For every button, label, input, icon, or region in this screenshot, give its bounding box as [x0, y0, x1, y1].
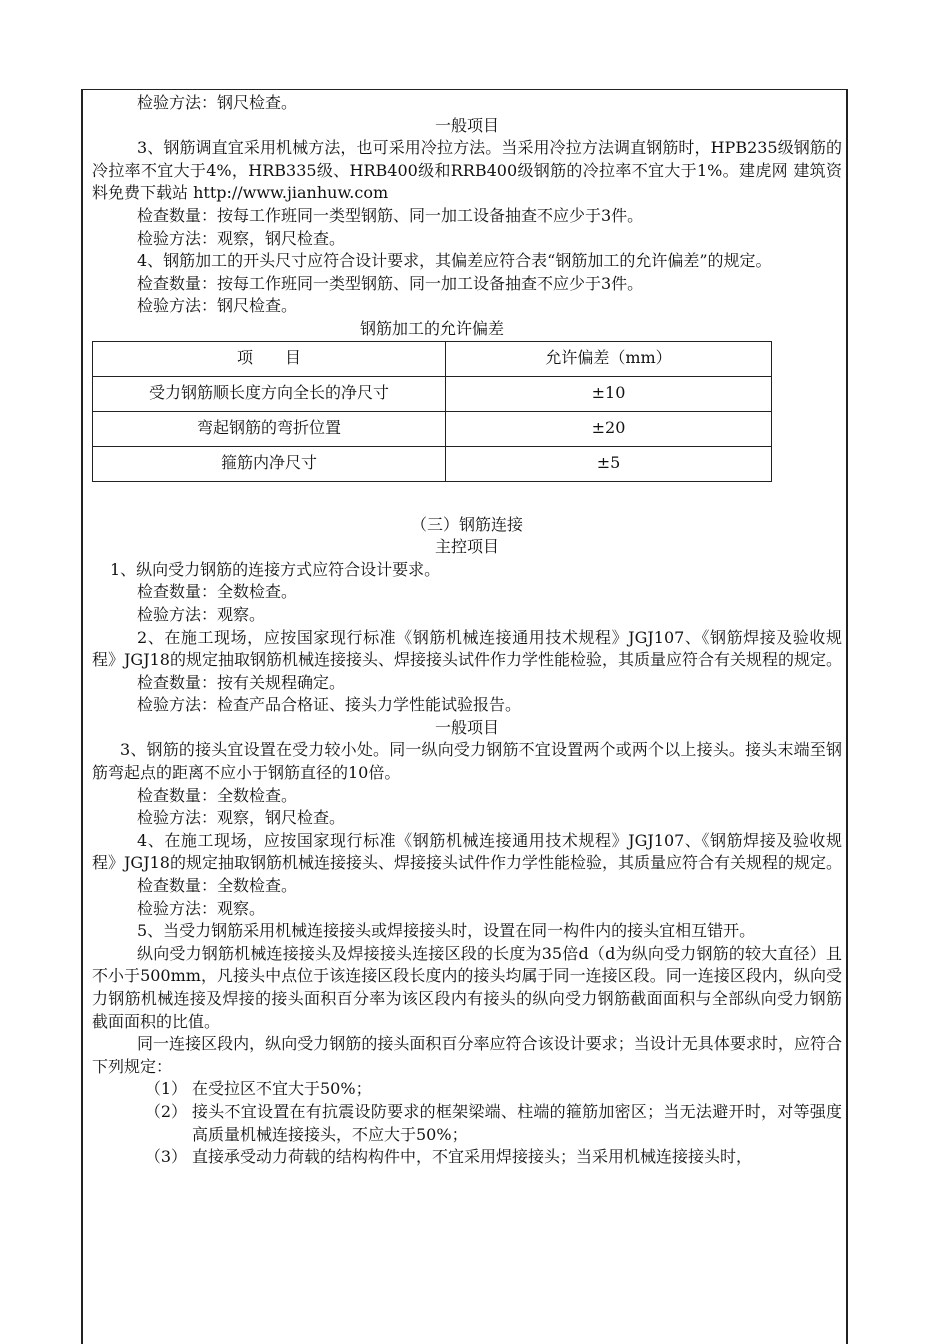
clause-5-staggered-joints: 5、当受力钢筋采用机械连接接头或焊接接头时，设置在同一构件内的接头宜相互错开。: [137, 921, 756, 941]
inspection-quantity: 检查数量：全数检查。: [137, 582, 298, 602]
clause-3-joint-location: 3、钢筋的接头宜设置在受力较小处。同一纵向受力钢筋不宜设置两个或两个以上接头。接头末端至钢筋弯起点的距离不应小于钢筋直径的10倍。: [92, 740, 842, 783]
list-item-text: 在受拉区不宜大于50%；: [192, 1079, 372, 1099]
inspection-method: 检验方法：观察，钢尺检查。: [137, 228, 346, 248]
table-header-tolerance: 允许偏差（mm）: [446, 341, 772, 376]
table-row: [93, 411, 772, 446]
section-heading-general: 一般项目: [434, 115, 499, 135]
tolerance-table: [92, 341, 772, 482]
inspection-quantity: 检查数量：按有关规程确定。: [137, 672, 346, 692]
table-cell-item: 箍筋内净尺寸: [93, 446, 446, 481]
inspection-method: 检验方法：观察。: [137, 604, 266, 624]
inspection-method: 检验方法：检查产品合格证、接头力学性能试验报告。: [137, 695, 522, 715]
inspection-method: 检验方法：钢尺检查。: [137, 296, 298, 316]
table-caption: 钢筋加工的允许偏差: [359, 318, 504, 338]
list-item-number: （1）: [144, 1079, 187, 1099]
inspection-method: 检验方法：钢尺检查。: [137, 93, 298, 112]
list-item-text: 接头不宜设置在有抗震设防要求的框架梁端、柱端的箍筋加密区；当无法避开时，对等强度高质量机械连接接头，不应大于50%；: [192, 1101, 842, 1144]
clause-2-mechanical-testing: 2、在施工现场，应按国家现行标准《钢筋机械连接通用技术规程》JGJ107、《钢筋焊接及验收规程》JGJ18的规定抽取钢筋机械连接接头、焊接接头试件作力学性能检验，其质量应符合有关规程的规定。: [92, 627, 842, 670]
list-item: [92, 1078, 842, 1101]
list-item-number: （3）: [144, 1147, 187, 1167]
table-cell-item: 弯起钢筋的弯折位置: [93, 411, 446, 446]
section-heading-general: 一般项目: [434, 717, 499, 737]
section-title-rebar-connection: （三）钢筋连接: [410, 514, 523, 534]
list-item-text: 直接承受动力荷载的结构构件中，不宜采用焊接接头；当采用机械连接接头时，: [192, 1147, 753, 1167]
table-row: [93, 446, 772, 481]
spacer: [92, 482, 842, 498]
connection-zone-definition: 纵向受力钢筋机械连接接头及焊接接头连接区段的长度为35倍d（d为纵向受力钢筋的较大直径）且不小于500mm，凡接头中点位于该连接区段长度内的接头均属于同一连接区段。同一连接区段内，纵向受力钢筋机械连接及焊接的接头面积百分率为该区段内有接头的纵向受力钢筋截面面积与全部纵向受力钢筋截面面积的比值。: [92, 943, 842, 1031]
inspection-quantity: 检查数量：按每工作班同一类型钢筋、同一加工设备抽查不应少于3件。: [137, 273, 644, 293]
inspection-quantity: 检查数量：全数检查。: [137, 876, 298, 896]
table-cell-tolerance: ±10: [446, 376, 772, 411]
list-item: [92, 1101, 842, 1146]
clause-4-dimensions: 4、钢筋加工的开头尺寸应符合设计要求，其偏差应符合表“钢筋加工的允许偏差”的规定。: [137, 251, 772, 271]
inspection-quantity: 检查数量：按每工作班同一类型钢筋、同一加工设备抽查不应少于3件。: [137, 205, 644, 225]
clause-4-mechanical-testing: 4、在施工现场，应按国家现行标准《钢筋机械连接通用技术规程》JGJ107、《钢筋焊接及验收规程》JGJ18的规定抽取钢筋机械连接接头、焊接接头试件作力学性能检验，其质量应符合有关规程的规定。: [92, 830, 842, 873]
list-item-number: （2）: [144, 1101, 187, 1121]
table-header-item: 项 目: [93, 341, 446, 376]
inspection-method: 检验方法：观察，钢尺检查。: [137, 808, 346, 828]
spacer: [92, 498, 842, 514]
section-heading-main-control: 主控项目: [434, 537, 499, 557]
clause-1-connection-method: 1、纵向受力钢筋的连接方式应符合设计要求。: [110, 559, 441, 579]
inspection-method: 检验方法：观察。: [137, 898, 266, 918]
table-cell-item: 受力钢筋顺长度方向全长的净尺寸: [93, 376, 446, 411]
document-body: [92, 92, 842, 1169]
joint-area-percentage-rule: 同一连接区段内，纵向受力钢筋的接头面积百分率应符合该设计要求；当设计无具体要求时，应符合下列规定：: [92, 1034, 842, 1076]
table-cell-tolerance: ±5: [446, 446, 772, 481]
list-item: [92, 1146, 842, 1169]
table-cell-tolerance: ±20: [446, 411, 772, 446]
table-header-row: [93, 341, 772, 376]
table-row: [93, 376, 772, 411]
inspection-quantity: 检查数量：全数检查。: [137, 785, 298, 805]
clause-3-straightening: 3、钢筋调直宜采用机械方法，也可采用冷拉方法。当采用冷拉方法调直钢筋时，HPB235级钢筋的冷拉率不宜大于4%，HRB335级、HRB400级和RRB400级钢筋的冷拉率不宜大于1%。建虎网 建筑资料免费下载站 http://www.jianhuw.com: [92, 138, 842, 203]
